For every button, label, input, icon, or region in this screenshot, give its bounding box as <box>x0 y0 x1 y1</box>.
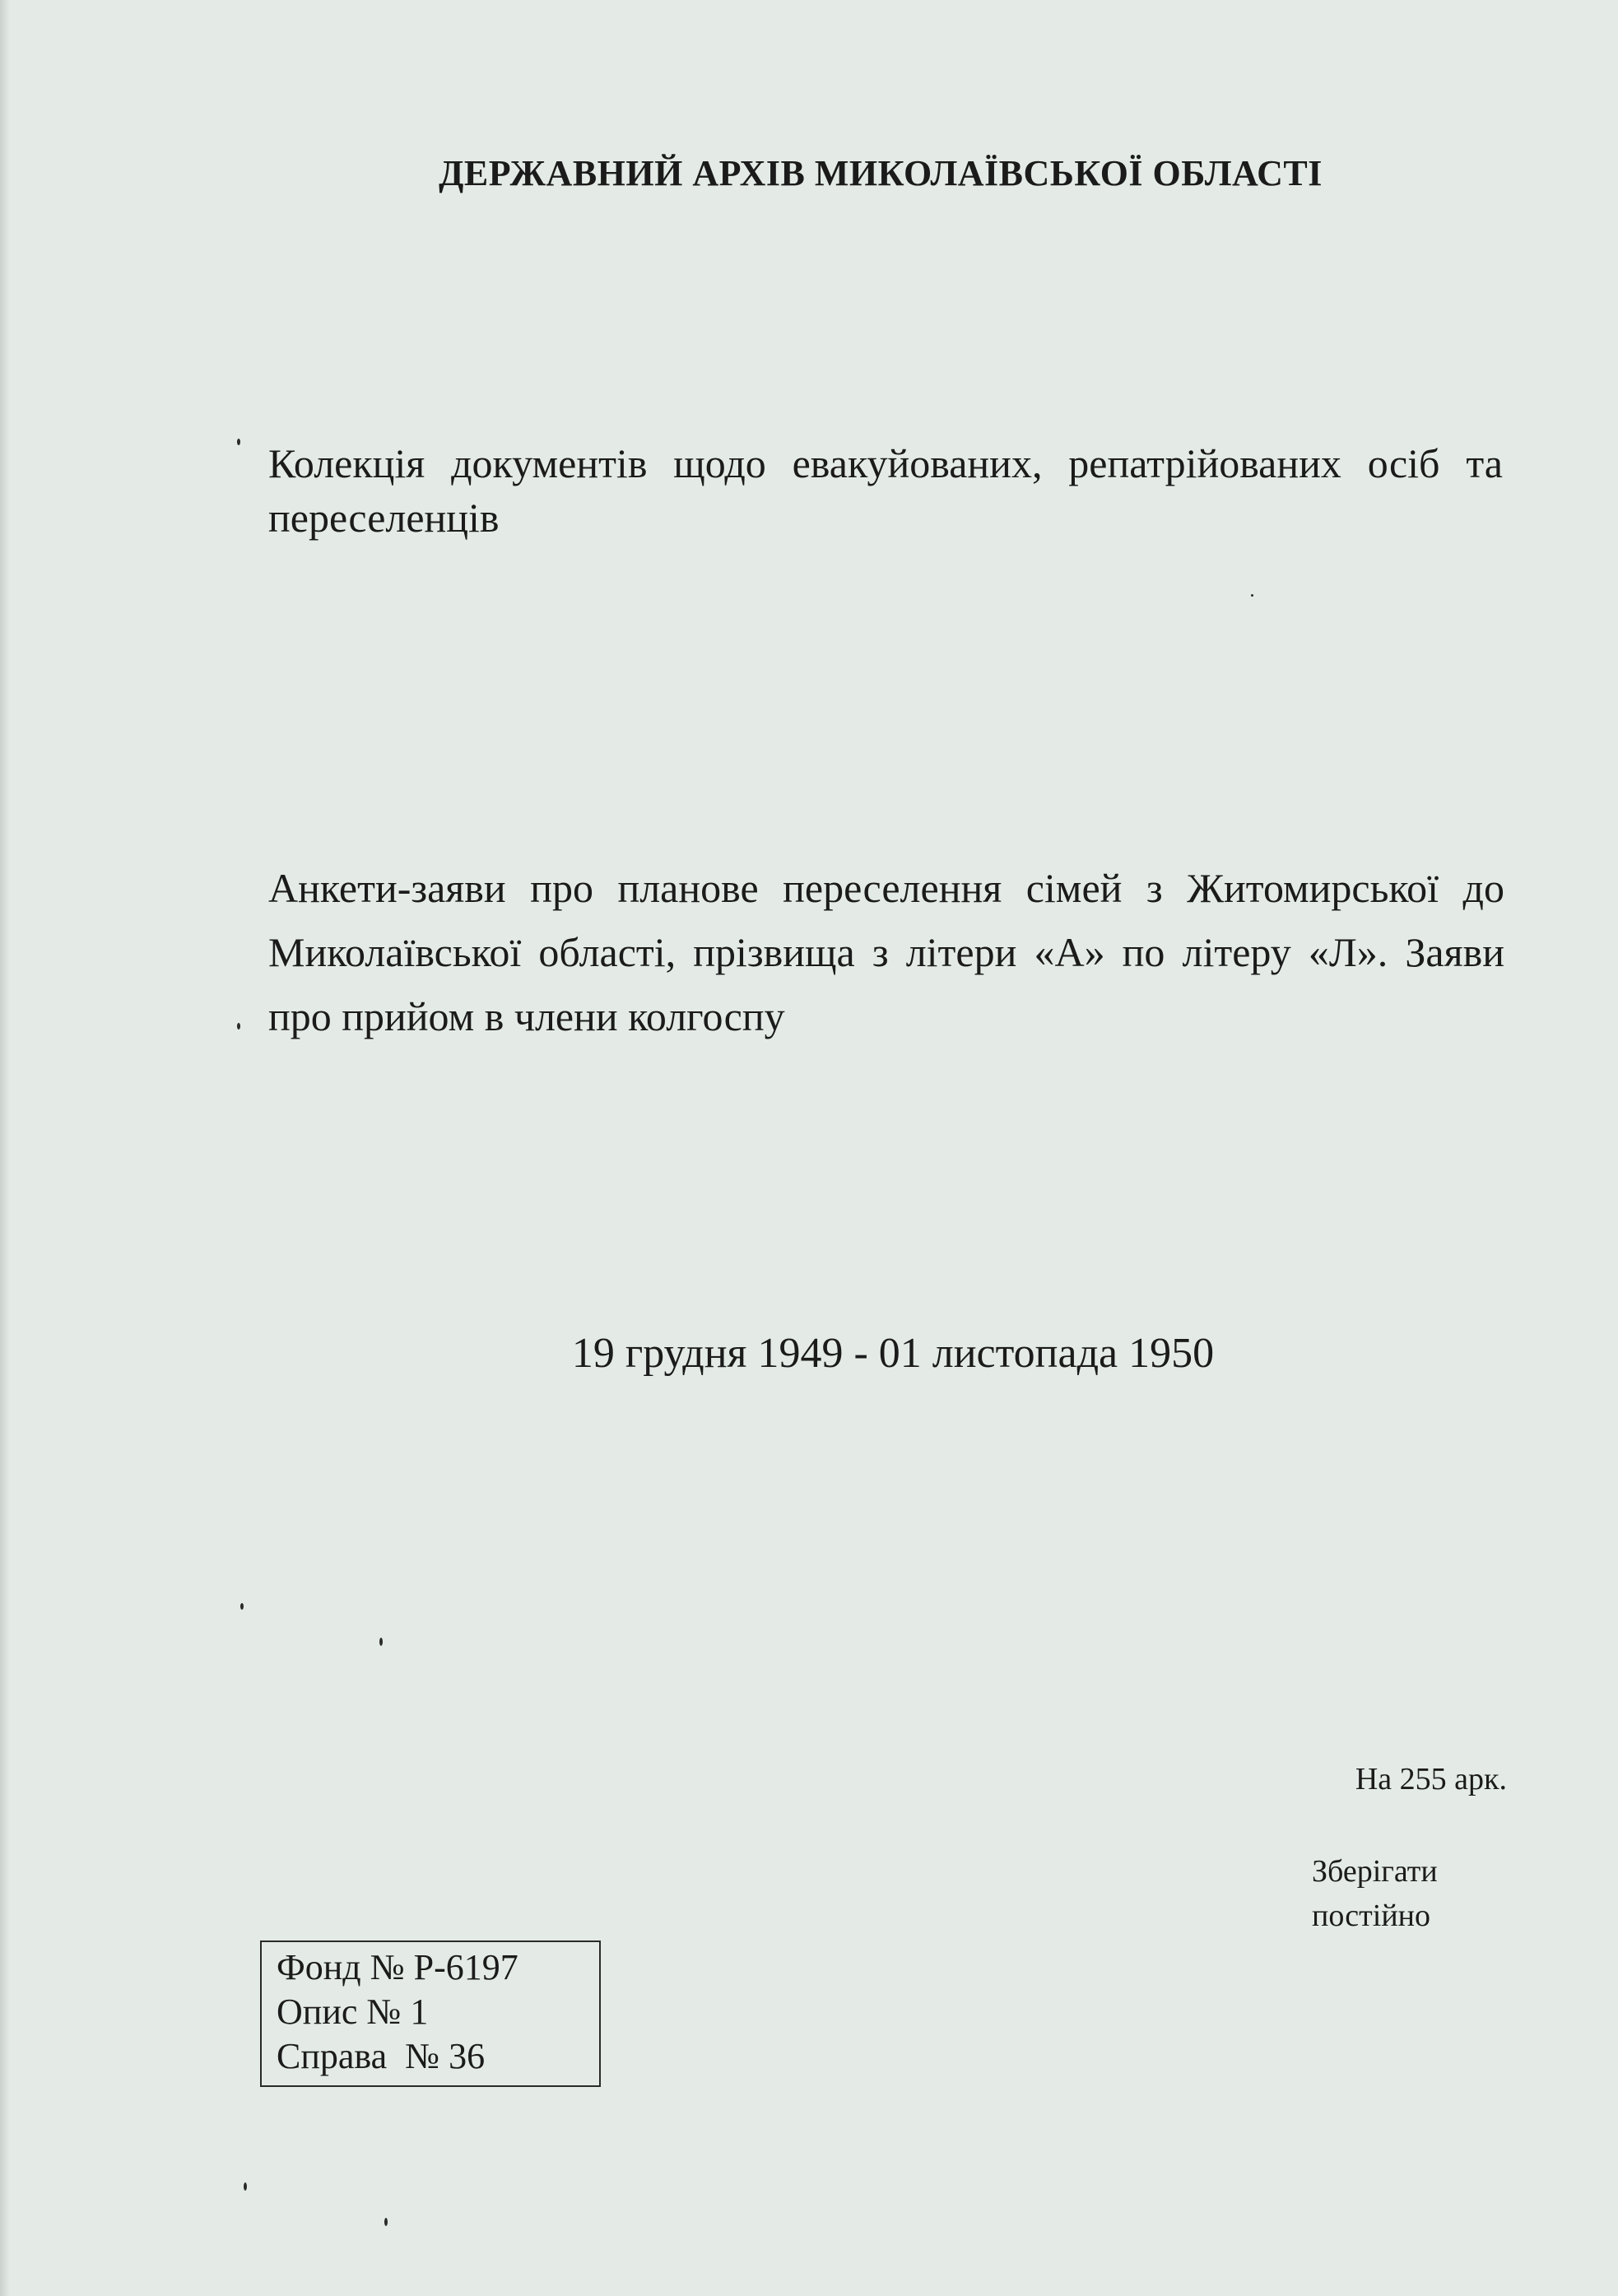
archive-name-heading: ДЕРЖАВНИЙ АРХІВ МИКОЛАЇВСЬКОЇ ОБЛАСТІ <box>439 153 1323 193</box>
scan-speck <box>237 439 240 445</box>
page-edge-shadow <box>0 0 10 2296</box>
sprava-number: Справа № 36 <box>277 2036 486 2076</box>
scan-speck <box>379 1638 383 1646</box>
scan-speck <box>384 2218 388 2226</box>
fond-number: Фонд № Р-6197 <box>277 1947 518 1987</box>
opys-number: Опис № 1 <box>277 1992 429 2032</box>
retention-note <box>1312 1849 1438 1938</box>
scan-speck <box>240 1603 244 1610</box>
fond-reference-box <box>260 1940 601 2087</box>
sheet-count: На 255 арк. <box>1355 1762 1507 1796</box>
file-description: Анкети-заяви про планове переселення сімей з Житомирської до Миколаївської області, прізвища з літери «А» по літеру «Л». Заяви про прийом в члени колгоспу <box>268 865 1504 1039</box>
scan-speck <box>1251 594 1253 597</box>
collection-title: Колекція документів щодо евакуйованих, репатрійованих осіб та переселенців <box>268 440 1503 541</box>
retention-line-1: Зберігати <box>1312 1854 1438 1889</box>
date-range: 19 грудня 1949 - 01 листопада 1950 <box>571 1330 1215 1377</box>
retention-line-2: постійно <box>1312 1899 1430 1933</box>
scan-speck <box>244 2182 247 2191</box>
scan-speck <box>237 1023 240 1029</box>
